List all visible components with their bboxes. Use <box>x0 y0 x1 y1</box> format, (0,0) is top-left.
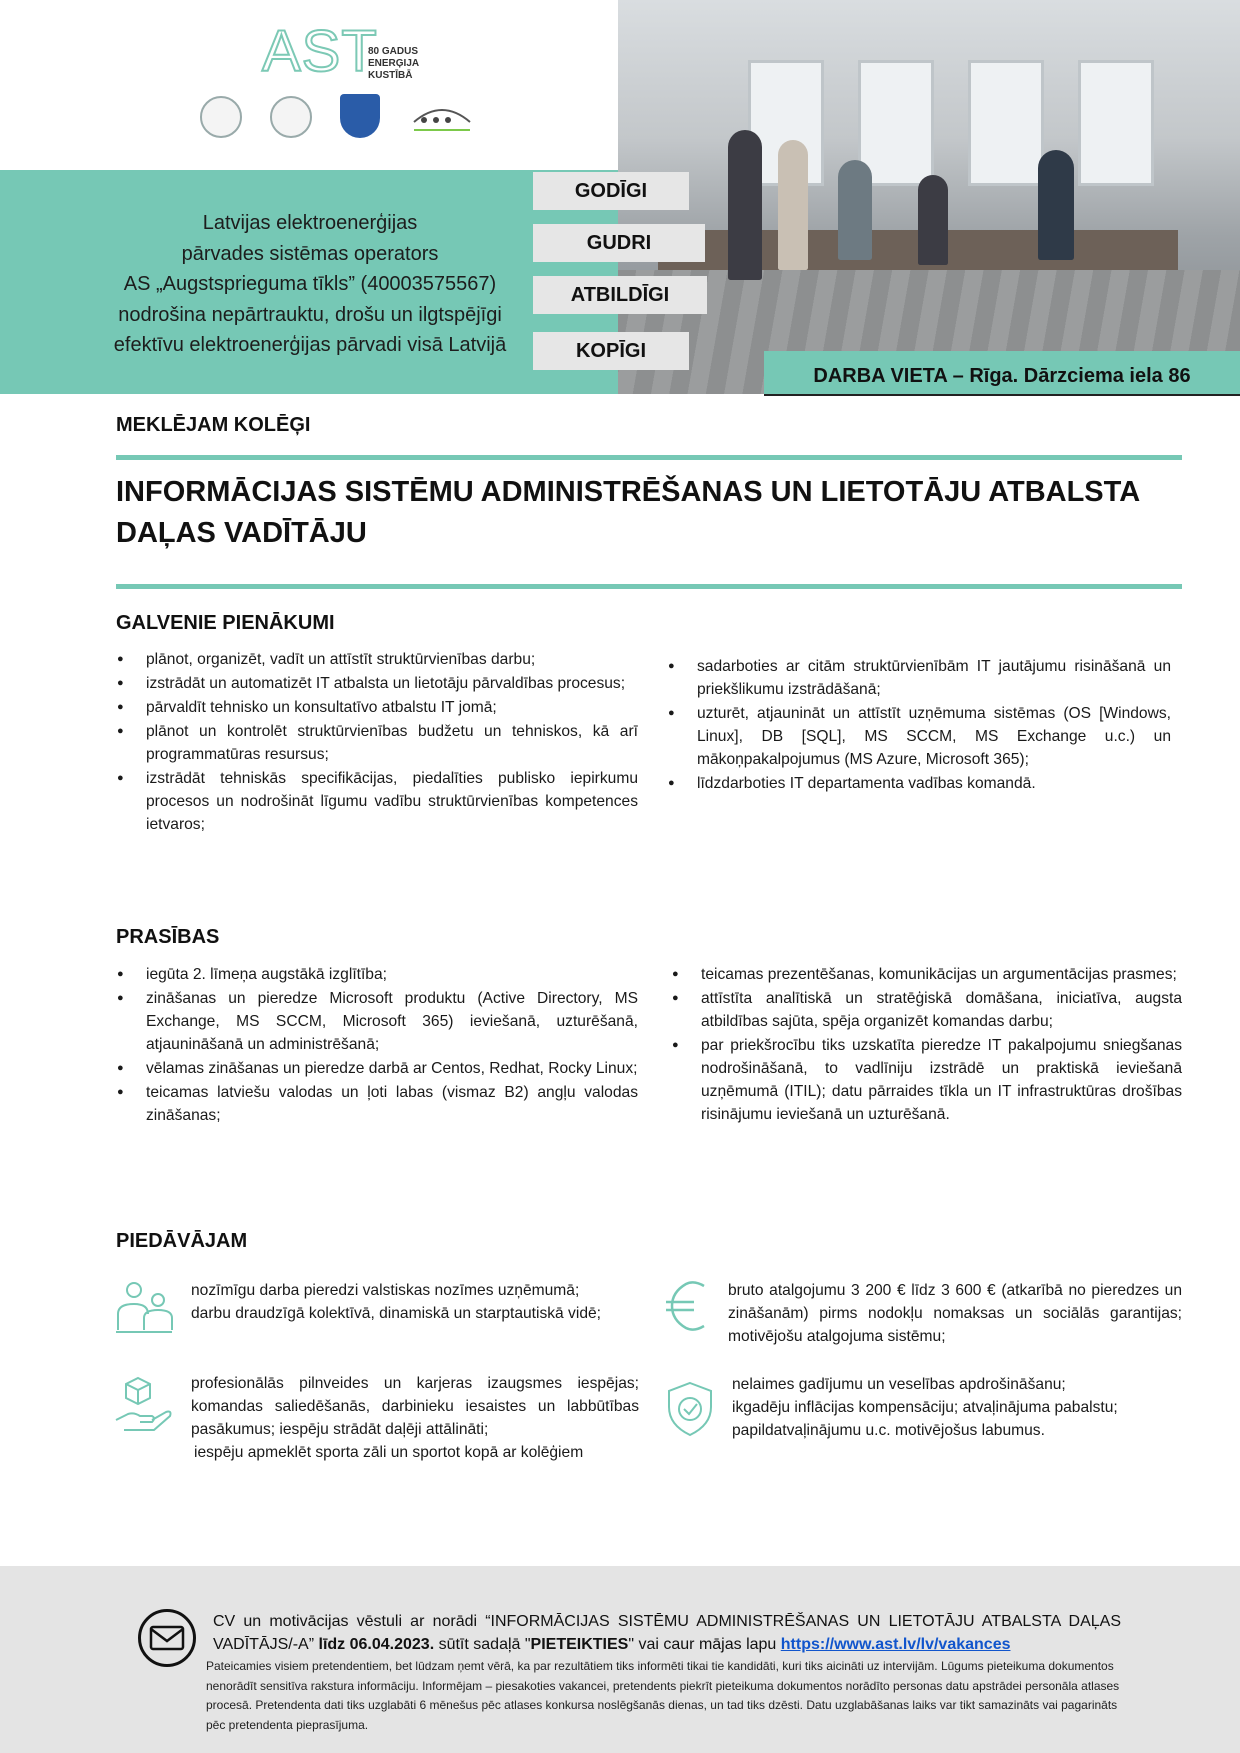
list-item: ● uzturēt, atjaunināt un attīstīt uzņēmuma sistēmas (OS [Windows, Linux], DB [SQL], MS SCCM, MS Exchange u.c.) un mākoņpakalpojumus (MS Azure, Microsoft 365); <box>667 702 1171 771</box>
divider-top <box>116 455 1182 460</box>
duties-heading: GALVENIE PIENĀKUMI <box>116 612 335 634</box>
value-atbildigi: ATBILDĪGI <box>533 276 707 314</box>
requirements-list-left <box>116 963 638 1128</box>
vacancies-link[interactable]: https://www.ast.lv/lv/vakances <box>780 1636 1011 1653</box>
divider-bottom <box>116 584 1182 589</box>
list-item: ● plānot, organizēt, vadīt un attīstīt struktūrvienības darbu; <box>116 648 638 671</box>
list-item: ● izstrādāt un automatizēt IT atbalsta un lietotāju pārvaldības procesus; <box>116 672 638 695</box>
ast-logo: AST <box>262 19 378 84</box>
workplace-banner: DARBA VIETA – Rīga. Dārzciema iela 86 <box>764 351 1240 396</box>
value-kopigi: KOPĪGI <box>533 332 689 370</box>
requirements-heading: PRASĪBAS <box>116 926 220 948</box>
job-title: INFORMĀCIJAS SISTĒMU ADMINISTRĒŠANAS UN LIETOTĀJU ATBALSTA DAĻAS VADĪTĀJU <box>116 476 1140 549</box>
list-item: ● iegūta 2. līmeņa augstākā izglītība; <box>116 963 638 986</box>
people-icon <box>114 1280 174 1336</box>
office-photo <box>618 0 1240 394</box>
value-gudri: GUDRI <box>533 224 705 262</box>
list-item: ● attīstīta analītiskā un stratēģiskā domāšana, iniciatīva, augsta atbildības sajūta, spēja organizēt komandas darbu; <box>671 987 1182 1033</box>
offer-item-salary: bruto atalgojumu 3 200 € līdz 3 600 € (atkarībā no pieredzes un zināšanām) pirms nodokļu nomaksas un sociālās garantijas; motivējošu atalgojuma sistēmu; <box>728 1282 1182 1345</box>
shield-check-icon <box>665 1381 715 1437</box>
dnv-gl-certificate-icon <box>200 96 242 138</box>
offer-heading: PIEDĀVĀJAM <box>116 1230 248 1252</box>
offer-item-development: profesionālās pilnveides un karjeras izaugsmes iespējas; komandas saliedēšanās, darbinieku iesaistes un labbūtības pasākumus; iespēju strādāt daļēji attālināti; iespēju apmeklēt sporta zāli un sportot kopā ar kolēģiem <box>191 1375 639 1461</box>
seal-icon <box>270 96 312 138</box>
company-intro: Latvijas elektroenerģijas pārvades sistēmas operators AS „Augstsprieguma tīkls” (40003575567) nodrošina nepārtrauktu, drošu un ilgtspējīgi efektīvu elektroenerģijas pārvadi visā Latvijā <box>113 212 507 356</box>
list-item: ● teicamas latviešu valodas un ļoti labas (vismaz B2) angļu valodas zināšanas; <box>116 1081 638 1127</box>
mail-icon <box>138 1609 196 1667</box>
list-item: ● par priekšrocību tiks uzskatīta pieredze IT pakalpojumu sniegšanas nodrošināšanā, to vadlīniju izstrādē un praktiskā ieviešanā uzņēmumā (ITIL); datu pārraides tīkla un IT infrastruktūras drošības risinājumu ieviešanā un uzturēšanā. <box>671 1034 1182 1126</box>
deadline: līdz 06.04.2023. <box>318 1636 435 1653</box>
privacy-disclaimer: Pateicamies visiem pretendentiem, bet lūdzam ņemt vērā, ka par rezultātiem tiks informēti tikai tie kandidāti, kuri tiks aicināti uz intervijām. Lūgums pieteikuma dokumentos nenorādīt sensitīva rakstura informāciju. Informējam – piesakoties vakancei, pretendents piekrīt pieteikuma dokumentos norādīto personas datu apstrādei personāla atlases procesā. Pretendenta dati tiks uzglabāti 6 mēnešus pēc atlases konkursa noslēgšanās dienas, un tad tiks dzēsti. Datu uzglabāšanas laiks var tikt samazināts vai pagarināts pēc pretendenta pieprasījuma. <box>206 1659 1120 1732</box>
requirements-list-right <box>671 963 1182 1127</box>
hand-box-icon <box>114 1374 174 1434</box>
duties-list-right <box>667 655 1171 796</box>
kicker: MEKLĒJAM KOLĒĢI <box>116 414 311 436</box>
duties-list-left <box>116 648 638 837</box>
list-item: ● sadarboties ar citām struktūrvienībām IT jautājumu risināšanā un priekšlikumu izstrādāšanā; <box>667 655 1171 701</box>
list-item: ● pārvaldīt tehnisko un konsultatīvo atbalstu IT jomā; <box>116 696 638 719</box>
list-item: ● teicamas prezentēšanas, komunikācijas un argumentācijas prasmes; <box>671 963 1182 986</box>
logo-tagline: 80 GADUS ENERĢIJA KUSTĪBĀ <box>368 46 420 81</box>
apply-label: PIETEIKTIES <box>530 1636 629 1653</box>
list-item: ● plānot un kontrolēt struktūrvienības budžetu un tehniskos, kā arī programmatūras resursus; <box>116 720 638 766</box>
list-item: ● izstrādāt tehniskās specifikācijas, piedalīties publisko iepirkumu procesos un nodrošināt līgumu vadību struktūrvienības kompetences ietvaros; <box>116 767 638 836</box>
top-award-badge-icon <box>340 94 380 138</box>
offer-item-experience: nozīmīgu darba pieredzi valstiskas nozīmes uzņēmumā; darbu draudzīgā kolektīvā, dinamiskā un starptautiskā vidē; <box>191 1282 601 1322</box>
application-instructions: CV un motivācijas vēstuli ar norādi “INFORMĀCIJAS SISTĒMU ADMINISTRĒŠANAS UN LIETOTĀJU ATBALSTA DAĻAS VADĪTĀJS/-A” līdz 06.04.2023. sūtīt sadaļā "PIETEIKTIES" vai caur mājas lapu https://www.ast.lv/lv/vakances <box>213 1613 1121 1653</box>
people-logo-icon <box>410 98 474 134</box>
list-item: ● vēlamas zināšanas un pieredze darbā ar Centos, Redhat, Rocky Linux; <box>116 1057 638 1080</box>
euro-icon <box>664 1278 710 1334</box>
value-godigi: GODĪGI <box>533 172 689 210</box>
offer-item-insurance: nelaimes gadījumu un veselības apdrošināšanu; ikgadēju inflācijas kompensāciju; atvaļinājuma pabalstu; papildatvaļinājumu u.c. motivējošus labumus. <box>732 1376 1118 1439</box>
list-item: ● zināšanas un pieredze Microsoft produktu (Active Directory, MS Exchange, MS SCCM, Microsoft 365) ieviešanā, uzturēšanā, atjaunināšanā un administrēšanā; <box>116 987 638 1056</box>
list-item: ● līdzdarboties IT departamenta vadības komandā. <box>667 772 1171 795</box>
